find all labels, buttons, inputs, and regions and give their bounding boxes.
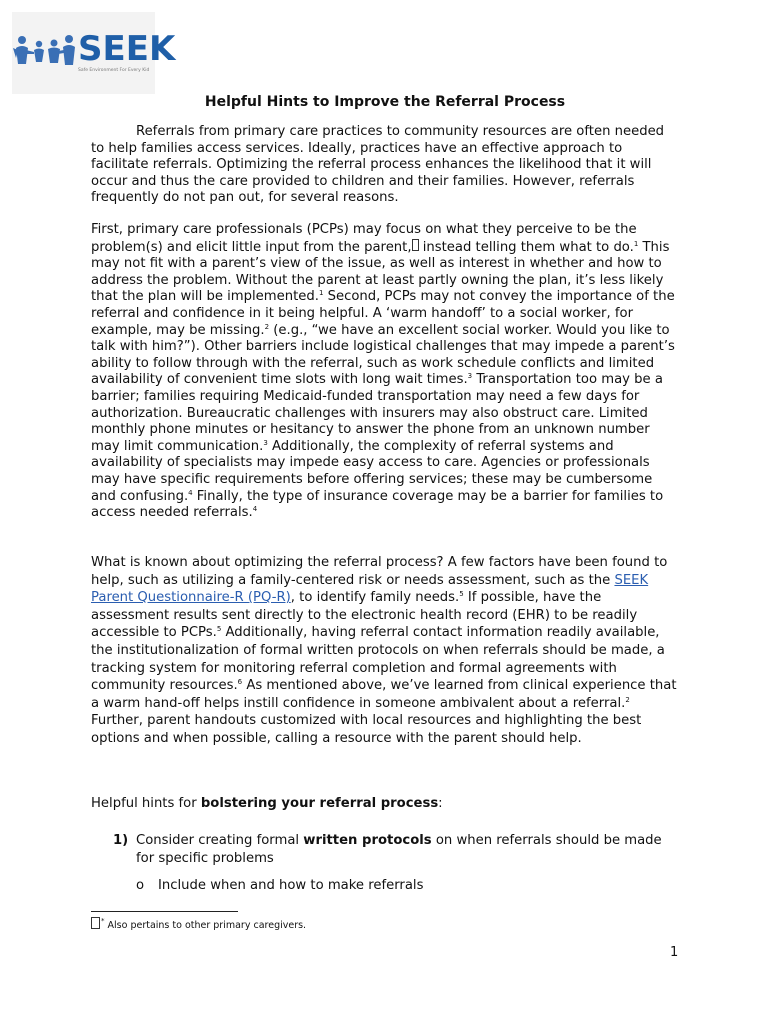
page-number: 1 (670, 945, 679, 960)
reference-marker: 1 (633, 239, 639, 248)
footnote-glyph-icon (91, 917, 100, 929)
page-title: Helpful Hints to Improve the Referral Process (204, 94, 566, 110)
footnote: * Also pertains to other primary caregivers. (91, 917, 306, 931)
reference-marker: 6 (237, 678, 243, 687)
reference-marker: 5 (216, 625, 222, 634)
seek-logo (12, 12, 176, 94)
reference-marker: 4 (188, 488, 193, 497)
barriers-paragraph (91, 222, 681, 522)
sub-list-item: o Include when and how to make referrals (136, 878, 424, 893)
footnote-divider (91, 911, 238, 912)
seek-pq-r-link[interactable]: SEEK Parent Questionnaire-R (PQ-R) (91, 572, 649, 606)
optimizing-paragraph (91, 554, 681, 748)
paragraph-text: What is known about optimizing the referral process? A few factors have been found to help, such as utilizing a family-centered risk or needs assessment, such as the SEEK Parent Questionnaire-R (PQ-R), to identify family needs.$^5$ If possible, have the assessment results sent directly to the electronic health record (EHR) to be readily accessible to PCPs.$^5$ Additionally, having referral contact information readily available, the institutionalization of formal written protocols on when referrals should be made, a tracking system for monitoring referral completion and formal agreements with community resources.$^6$ As mentioned above, we’ve learned from clinical experience that a warm hand-off helps instill confidence in someone ambivalent about a referral.$^2$ Further, parent handouts customized with local resources and highlighting the best options and when possible, calling a resource with the parent should help. (91, 555, 677, 746)
sub-bullet: o (136, 878, 145, 893)
paragraph-text: Referrals from primary care practices to community resources are often needed to help families access services. Ideally, practices have an effective approach to facilitate referrals. Optimizing the referral process enhances the likelihood that it will occur and thus the care provided to children and their families. However, referrals frequently do not pan out, for several reasons. (91, 124, 665, 206)
reference-marker: 4 (252, 505, 258, 514)
list-item-text: Consider creating formal written protocols on when referrals should be made for specific problems (136, 833, 662, 866)
reference-marker: 3 (263, 438, 268, 447)
paragraph-text: First, primary care professionals (PCPs) may focus on what they perceive to be the problem(s) and elicit little input from the parent, instead telling them what to do.$^1$ This may not fit with a parent’s view of the issue, as well as interest in whether and how to address the problem. Without the parent at least partly owning the plan, it’s less likely that the plan will be implemented.$^1$ Second, PCPs may not convey the importance of the referral and confidence in it being helpful. A ‘warm handoff’ to a social worker, for example, may be missing.$^2$ (e.g., “we have an excellent social worker. Would you like to talk with him?”). Other barriers include logistical challenges that may impede a parent’s ability to follow through with the referral, such as work schedule conflicts and limited availability of convenient time slots with long wait times.$^3$ Transportation too may be a barrier; families requiring Medicaid-funded transportation may need a few days for authorization. Bureaucratic challenges with insurers may also obstruct care. Limited monthly phone minutes or hesitancy to answer the phone from an unknown number may limit communication.$^3$ Additionally, the complexity of referral systems and availability of specialists may impede easy access to care. Agencies or professionals may have specific requirements before offering services; these may be cumbersome and confusing.$^4$ Finally, the type of insurance coverage may be a barrier for families to access needed referrals.$^4$ (91, 222, 675, 521)
intro-paragraph (91, 124, 681, 207)
reference-marker: 5 (459, 590, 464, 599)
reference-marker: 3 (467, 372, 473, 381)
logo-wordmark: SEEK (78, 29, 176, 69)
reference-marker: 1 (318, 289, 324, 298)
list-number: 1) (113, 833, 129, 848)
reference-marker: 2 (264, 322, 270, 331)
family-figures-icon (12, 12, 78, 94)
hints-heading: Helpful hints for bolstering your referral process: (91, 796, 443, 811)
reference-marker: 2 (625, 695, 630, 704)
placeholder-glyph-icon (412, 239, 419, 251)
logo-tagline: Safe Environment For Every Kid (78, 68, 150, 73)
